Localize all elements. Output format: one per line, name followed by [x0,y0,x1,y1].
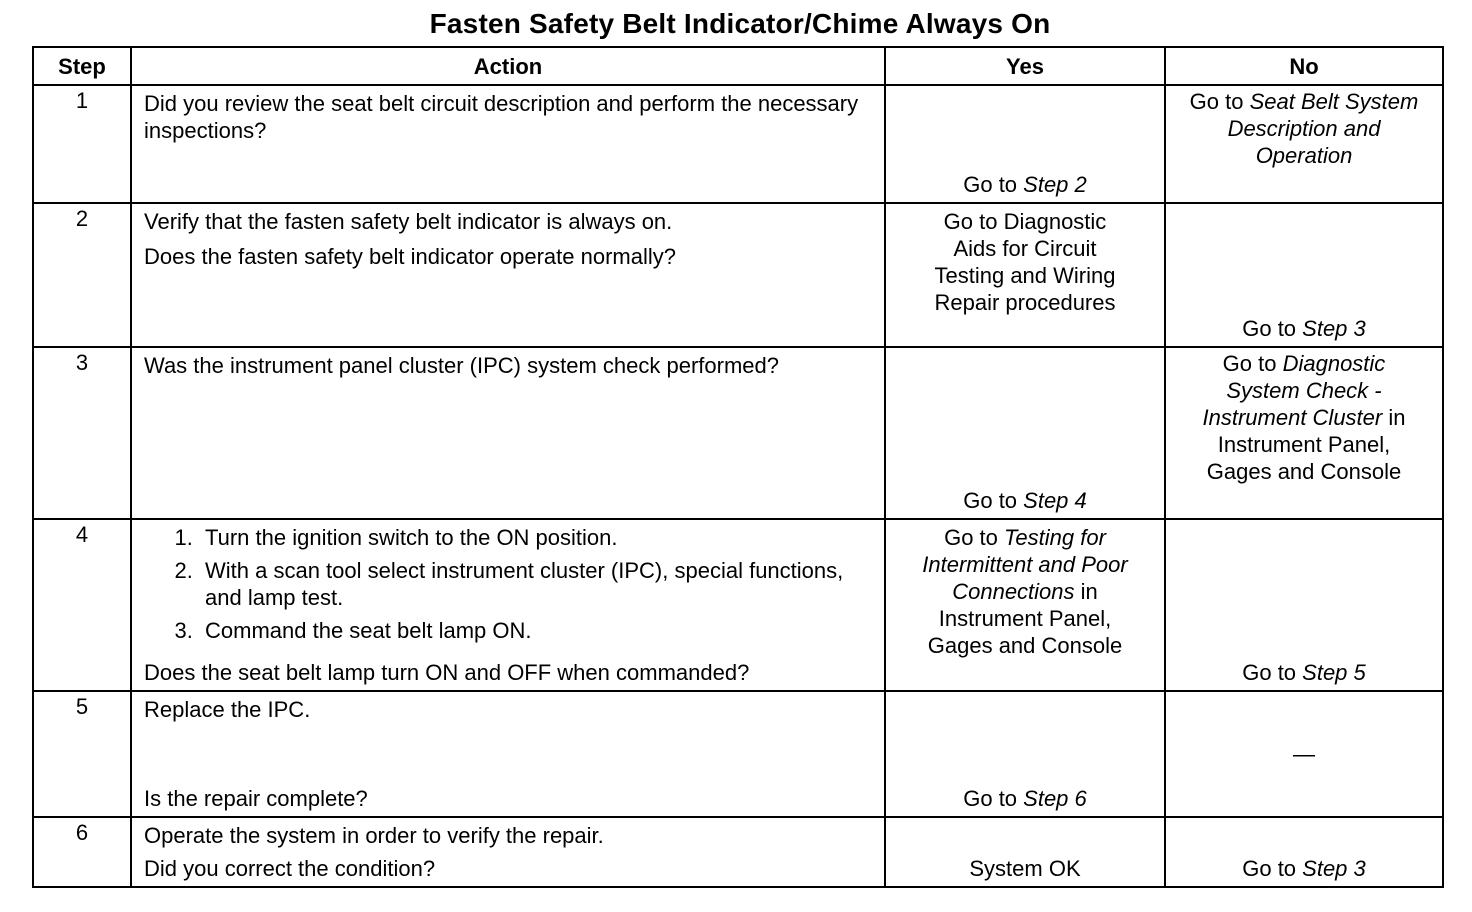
action-text: Was the instrument panel cluster (IPC) system check performed? [144,353,779,378]
table-row [33,85,1443,203]
step-number: 2 [33,203,131,347]
no-cell [1165,203,1443,347]
header-no: No [1165,47,1443,85]
action-cell [131,85,885,203]
no-cell [1165,691,1443,817]
action-question: Does the fasten safety belt indicator operate normally? [144,244,676,269]
procedure-step: 3. Command the seat belt lamp ON. [199,617,872,644]
no-text: Go to Step 3 [1242,856,1366,881]
yes-text: Go to Step 4 [963,488,1087,513]
yes-text: Go to Step 2 [963,172,1087,197]
action-text: Did you review the seat belt circuit description and perform the necessary inspections? [144,91,859,143]
yes-cell [885,817,1165,887]
header-action: Action [131,47,885,85]
action-text: Operate the system in order to verify the repair. [144,823,604,848]
table-row [33,203,1443,347]
table-row [33,519,1443,691]
action-cell [131,347,885,519]
yes-cell [885,203,1165,347]
procedure-step: 1. Turn the ignition switch to the ON position. [199,524,872,551]
action-cell [131,519,885,691]
yes-cell [885,347,1165,519]
action-text: Verify that the fasten safety belt indicator is always on. [144,209,673,234]
table-row [33,347,1443,519]
yes-text: Go to Diagnostic Aids for Circuit Testing and Wiring Repair procedures [934,209,1116,315]
no-text: Go to Seat Belt System Description and Operation [1189,89,1419,168]
no-cell [1165,85,1443,203]
procedure-step: 2. With a scan tool select instrument cluster (IPC), special functions, and lamp test. [199,557,872,611]
step-number: 1 [33,85,131,203]
no-cell [1165,817,1443,887]
action-text: Replace the IPC. [144,697,311,722]
table-header-row [33,47,1443,85]
header-yes: Yes [885,47,1165,85]
action-question: Did you correct the condition? [144,856,436,881]
yes-cell [885,519,1165,691]
no-text: Go to Step 3 [1242,316,1366,341]
no-cell [1165,347,1443,519]
yes-text: System OK [969,856,1081,881]
table-row [33,691,1443,817]
table-row [33,817,1443,887]
step-number: 5 [33,691,131,817]
yes-cell [885,691,1165,817]
action-cell [131,203,885,347]
action-cell [131,817,885,887]
document-title: Fasten Safety Belt Indicator/Chime Always On [429,8,1051,39]
diagnostic-table [32,46,1444,888]
no-text: Go to Diagnostic System Check - Instrument Cluster in Instrument Panel, Gages and Console [1202,351,1406,484]
action-cell [131,691,885,817]
action-question: Is the repair complete? [144,786,368,811]
yes-cell [885,85,1165,203]
yes-text: Go to Step 6 [963,786,1087,811]
step-number: 3 [33,347,131,519]
no-cell [1165,519,1443,691]
action-question: Does the seat belt lamp turn ON and OFF when commanded? [144,660,750,685]
no-text: — [1293,741,1315,767]
step-number: 4 [33,519,131,691]
yes-text: Go to Testing for Intermittent and Poor Connections in Instrument Panel, Gages and Console [922,525,1128,658]
header-step: Step [33,47,131,85]
no-text: Go to Step 5 [1242,660,1366,685]
procedure-list [144,524,872,644]
step-number: 6 [33,817,131,887]
